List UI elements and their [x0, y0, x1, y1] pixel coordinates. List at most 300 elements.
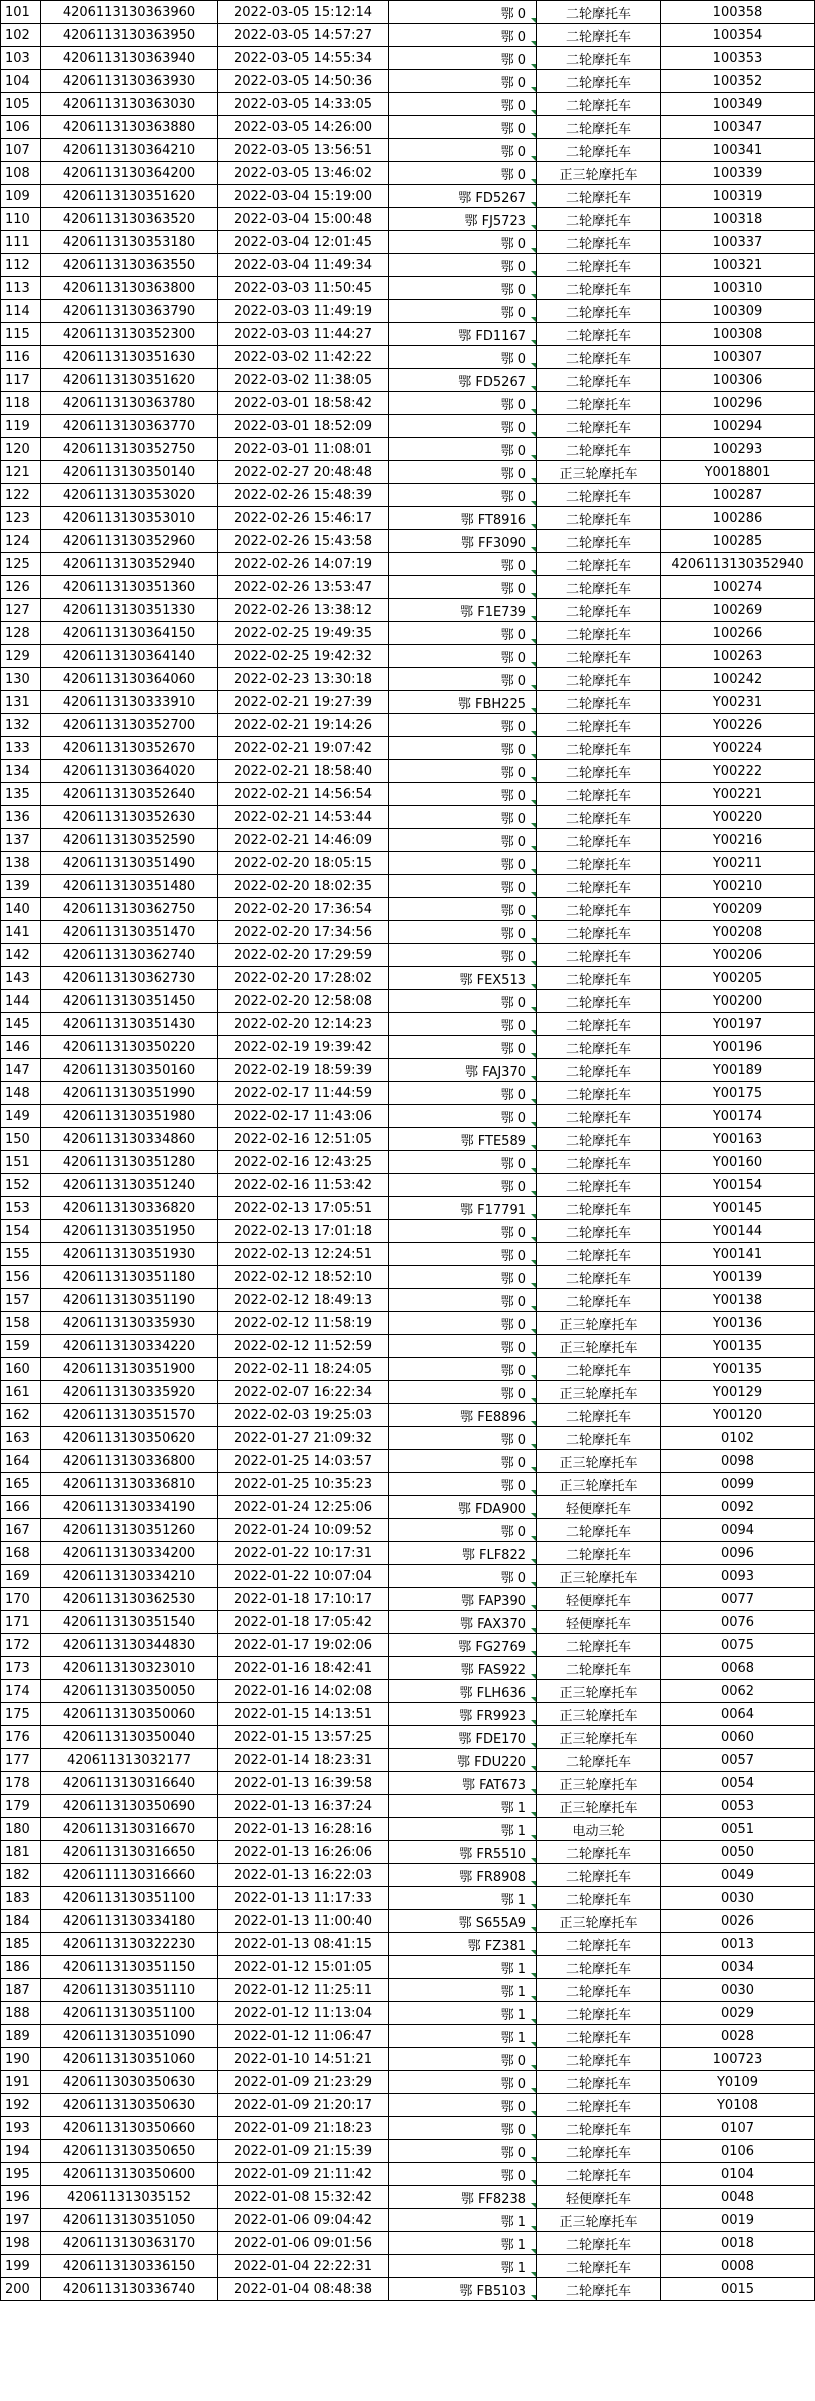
row-index: 193: [1, 2117, 41, 2140]
table-row: [1, 1956, 815, 1979]
row-index: 124: [1, 530, 41, 553]
vehicle-type: 二轮摩托车: [537, 530, 661, 553]
row-index: 147: [1, 1059, 41, 1082]
plate-number: 鄂 FLH636: [389, 1680, 537, 1703]
plate-number: 鄂 0: [389, 2117, 537, 2140]
table-row: [1, 760, 815, 783]
plate-number: 鄂 0: [389, 668, 537, 691]
table-row: [1, 185, 815, 208]
plate-number: 鄂 0: [389, 300, 537, 323]
plate-number: 鄂 0: [389, 392, 537, 415]
timestamp: 2022-02-23 13:30:18: [218, 668, 389, 691]
table-row: [1, 921, 815, 944]
vehicle-type: 二轮摩托车: [537, 1174, 661, 1197]
vehicle-type: 二轮摩托车: [537, 944, 661, 967]
vehicle-type: 二轮摩托车: [537, 1151, 661, 1174]
serial-code: 100354: [661, 24, 815, 47]
serial-code: 100307: [661, 346, 815, 369]
record-id: 4206113130363780: [41, 392, 218, 415]
serial-code: 0102: [661, 1427, 815, 1450]
vehicle-type: 二轮摩托车: [537, 898, 661, 921]
table-row: [1, 1496, 815, 1519]
serial-code: Y00135: [661, 1358, 815, 1381]
record-id: 4206113130351180: [41, 1266, 218, 1289]
serial-code: Y00144: [661, 1220, 815, 1243]
serial-code: Y00139: [661, 1266, 815, 1289]
plate-number: 鄂 FAS922: [389, 1657, 537, 1680]
record-id: 4206113130351100: [41, 1887, 218, 1910]
record-id: 4206113130352960: [41, 530, 218, 553]
row-index: 131: [1, 691, 41, 714]
timestamp: 2022-01-24 12:25:06: [218, 1496, 389, 1519]
vehicle-type: 二轮摩托车: [537, 231, 661, 254]
record-id: 4206113130351900: [41, 1358, 218, 1381]
table-row: [1, 737, 815, 760]
table-row: [1, 2255, 815, 2278]
record-id: 4206113130350220: [41, 1036, 218, 1059]
table-row: [1, 1749, 815, 1772]
plate-number: 鄂 0: [389, 990, 537, 1013]
timestamp: 2022-02-20 17:36:54: [218, 898, 389, 921]
serial-code: Y00160: [661, 1151, 815, 1174]
table-row: [1, 277, 815, 300]
vehicle-type: 二轮摩托车: [537, 875, 661, 898]
row-index: 174: [1, 1680, 41, 1703]
row-index: 175: [1, 1703, 41, 1726]
plate-number: 鄂 F17791: [389, 1197, 537, 1220]
record-id: 4206113130351280: [41, 1151, 218, 1174]
table-row: [1, 162, 815, 185]
row-index: 170: [1, 1588, 41, 1611]
row-index: 151: [1, 1151, 41, 1174]
record-id: 4206113130352940: [41, 553, 218, 576]
vehicle-type: 轻便摩托车: [537, 1588, 661, 1611]
serial-code: 0015: [661, 2278, 815, 2301]
timestamp: 2022-02-17 11:43:06: [218, 1105, 389, 1128]
table-row: [1, 323, 815, 346]
timestamp: 2022-03-05 14:33:05: [218, 93, 389, 116]
serial-code: 0107: [661, 2117, 815, 2140]
plate-number: 鄂 0: [389, 47, 537, 70]
record-id: 4206113130351330: [41, 599, 218, 622]
record-id: 4206113130351360: [41, 576, 218, 599]
timestamp: 2022-01-08 15:32:42: [218, 2186, 389, 2209]
row-index: 118: [1, 392, 41, 415]
row-index: 154: [1, 1220, 41, 1243]
record-id: 4206113130351150: [41, 1956, 218, 1979]
timestamp: 2022-02-21 14:53:44: [218, 806, 389, 829]
table-row: [1, 553, 815, 576]
vehicle-type: 二轮摩托车: [537, 116, 661, 139]
serial-code: 0094: [661, 1519, 815, 1542]
table-row: [1, 2094, 815, 2117]
vehicle-type: 二轮摩托车: [537, 346, 661, 369]
vehicle-type: 二轮摩托车: [537, 1634, 661, 1657]
timestamp: 2022-02-21 14:56:54: [218, 783, 389, 806]
vehicle-type: 二轮摩托车: [537, 70, 661, 93]
timestamp: 2022-01-12 11:13:04: [218, 2002, 389, 2025]
plate-number: 鄂 0: [389, 1105, 537, 1128]
serial-code: Y0108: [661, 2094, 815, 2117]
row-index: 160: [1, 1358, 41, 1381]
timestamp: 2022-02-07 16:22:34: [218, 1381, 389, 1404]
table-row: [1, 93, 815, 116]
plate-number: 鄂 0: [389, 346, 537, 369]
record-id: 4206113130351930: [41, 1243, 218, 1266]
plate-number: 鄂 0: [389, 24, 537, 47]
row-index: 107: [1, 139, 41, 162]
table-row: [1, 1795, 815, 1818]
timestamp: 2022-01-13 11:00:40: [218, 1910, 389, 1933]
record-id: 4206113130350040: [41, 1726, 218, 1749]
vehicle-type: 二轮摩托车: [537, 2163, 661, 2186]
vehicle-type: 二轮摩托车: [537, 484, 661, 507]
vehicle-type: 正三轮摩托车: [537, 1473, 661, 1496]
timestamp: 2022-01-09 21:23:29: [218, 2071, 389, 2094]
serial-code: 100274: [661, 576, 815, 599]
timestamp: 2022-03-04 15:00:48: [218, 208, 389, 231]
table-row: [1, 1933, 815, 1956]
plate-number: 鄂 0: [389, 2094, 537, 2117]
vehicle-type: 二轮摩托车: [537, 1519, 661, 1542]
plate-number: 鄂 0: [389, 1358, 537, 1381]
timestamp: 2022-01-12 11:06:47: [218, 2025, 389, 2048]
vehicle-type: 二轮摩托车: [537, 1013, 661, 1036]
vehicle-type: 二轮摩托车: [537, 1956, 661, 1979]
plate-number: 鄂 0: [389, 1036, 537, 1059]
serial-code: 0064: [661, 1703, 815, 1726]
timestamp: 2022-02-27 20:48:48: [218, 461, 389, 484]
table-row: [1, 2140, 815, 2163]
plate-number: 鄂 FLF822: [389, 1542, 537, 1565]
timestamp: 2022-02-21 14:46:09: [218, 829, 389, 852]
timestamp: 2022-01-18 17:10:17: [218, 1588, 389, 1611]
table-row: [1, 944, 815, 967]
serial-code: 0076: [661, 1611, 815, 1634]
vehicle-type: 二轮摩托车: [537, 990, 661, 1013]
serial-code: Y00206: [661, 944, 815, 967]
row-index: 192: [1, 2094, 41, 2117]
record-id: 4206113130364200: [41, 162, 218, 185]
plate-number: 鄂 0: [389, 116, 537, 139]
vehicle-type: 二轮摩托车: [537, 1979, 661, 2002]
row-index: 106: [1, 116, 41, 139]
table-row: [1, 645, 815, 668]
timestamp: 2022-02-13 12:24:51: [218, 1243, 389, 1266]
record-id: 4206113130352670: [41, 737, 218, 760]
row-index: 149: [1, 1105, 41, 1128]
vehicle-type: 二轮摩托车: [537, 2025, 661, 2048]
vehicle-type: 正三轮摩托车: [537, 1565, 661, 1588]
vehicle-type: 正三轮摩托车: [537, 1910, 661, 1933]
serial-code: Y00197: [661, 1013, 815, 1036]
serial-code: Y00231: [661, 691, 815, 714]
plate-number: 鄂 FDU220: [389, 1749, 537, 1772]
table-row: [1, 599, 815, 622]
table-row: [1, 1841, 815, 1864]
table-row: [1, 1818, 815, 1841]
record-id: 4206113130333910: [41, 691, 218, 714]
plate-number: 鄂 FF8238: [389, 2186, 537, 2209]
record-id: 4206113130334190: [41, 1496, 218, 1519]
timestamp: 2022-02-21 19:14:26: [218, 714, 389, 737]
plate-number: 鄂 FTE589: [389, 1128, 537, 1151]
record-id: 4206113130351980: [41, 1105, 218, 1128]
record-id: 4206113130334220: [41, 1335, 218, 1358]
serial-code: 0034: [661, 1956, 815, 1979]
record-id: 4206113130363520: [41, 208, 218, 231]
serial-code: Y00163: [661, 1128, 815, 1151]
timestamp: 2022-03-04 11:49:34: [218, 254, 389, 277]
serial-code: Y00209: [661, 898, 815, 921]
plate-number: 鄂 0: [389, 1427, 537, 1450]
vehicle-type: 二轮摩托车: [537, 93, 661, 116]
vehicle-type: 二轮摩托车: [537, 438, 661, 461]
vehicle-type: 二轮摩托车: [537, 1404, 661, 1427]
row-index: 153: [1, 1197, 41, 1220]
record-id: 4206113130363800: [41, 277, 218, 300]
plate-number: 鄂 0: [389, 783, 537, 806]
table-row: [1, 2186, 815, 2209]
vehicle-type: 二轮摩托车: [537, 760, 661, 783]
row-index: 103: [1, 47, 41, 70]
plate-number: 鄂 0: [389, 898, 537, 921]
serial-code: 0075: [661, 1634, 815, 1657]
plate-number: 鄂 0: [389, 277, 537, 300]
row-index: 136: [1, 806, 41, 829]
plate-number: 鄂 1: [389, 1795, 537, 1818]
vehicle-type: 二轮摩托车: [537, 369, 661, 392]
record-id: 4206113130362530: [41, 1588, 218, 1611]
serial-code: 0092: [661, 1496, 815, 1519]
plate-number: 鄂 0: [389, 2048, 537, 2071]
plate-number: 鄂 0: [389, 1519, 537, 1542]
timestamp: 2022-01-22 10:17:31: [218, 1542, 389, 1565]
serial-code: 0062: [661, 1680, 815, 1703]
record-id: 4206113130334180: [41, 1910, 218, 1933]
vehicle-type: 二轮摩托车: [537, 415, 661, 438]
record-id: 4206113130350160: [41, 1059, 218, 1082]
record-id: 4206113130351430: [41, 1013, 218, 1036]
vehicle-type: 二轮摩托车: [537, 1933, 661, 1956]
table-row: [1, 2048, 815, 2071]
vehicle-type: 二轮摩托车: [537, 185, 661, 208]
timestamp: 2022-03-05 14:50:36: [218, 70, 389, 93]
vehicle-type: 二轮摩托车: [537, 1059, 661, 1082]
timestamp: 2022-02-13 17:05:51: [218, 1197, 389, 1220]
row-index: 169: [1, 1565, 41, 1588]
table-row: [1, 1542, 815, 1565]
row-index: 168: [1, 1542, 41, 1565]
row-index: 139: [1, 875, 41, 898]
record-id: 4206113130351050: [41, 2209, 218, 2232]
serial-code: 100242: [661, 668, 815, 691]
timestamp: 2022-01-25 10:35:23: [218, 1473, 389, 1496]
timestamp: 2022-01-09 21:18:23: [218, 2117, 389, 2140]
serial-code: Y00226: [661, 714, 815, 737]
timestamp: 2022-02-03 19:25:03: [218, 1404, 389, 1427]
table-row: [1, 1312, 815, 1335]
row-index: 180: [1, 1818, 41, 1841]
timestamp: 2022-02-20 18:02:35: [218, 875, 389, 898]
record-id: 4206113130334200: [41, 1542, 218, 1565]
plate-number: 鄂 1: [389, 2002, 537, 2025]
record-id: 4206113130352700: [41, 714, 218, 737]
table-row: [1, 1128, 815, 1151]
table-row: [1, 852, 815, 875]
serial-code: Y00208: [661, 921, 815, 944]
vehicle-type: 正三轮摩托车: [537, 1335, 661, 1358]
plate-number: 鄂 0: [389, 484, 537, 507]
timestamp: 2022-01-15 14:13:51: [218, 1703, 389, 1726]
table-row: [1, 2163, 815, 2186]
vehicle-type: 二轮摩托车: [537, 1266, 661, 1289]
timestamp: 2022-03-01 18:58:42: [218, 392, 389, 415]
vehicle-type: 二轮摩托车: [537, 921, 661, 944]
row-index: 102: [1, 24, 41, 47]
table-row: [1, 1588, 815, 1611]
row-index: 148: [1, 1082, 41, 1105]
plate-number: 鄂 0: [389, 2163, 537, 2186]
timestamp: 2022-02-11 18:24:05: [218, 1358, 389, 1381]
plate-number: 鄂 0: [389, 875, 537, 898]
vehicle-type: 正三轮摩托车: [537, 1726, 661, 1749]
row-index: 114: [1, 300, 41, 323]
vehicle-type: 二轮摩托车: [537, 2140, 661, 2163]
plate-number: 鄂 0: [389, 622, 537, 645]
serial-code: Y00135: [661, 1335, 815, 1358]
record-id: 4206113130351090: [41, 2025, 218, 2048]
vehicle-type: 二轮摩托车: [537, 829, 661, 852]
table-row: [1, 1059, 815, 1082]
timestamp: 2022-01-27 21:09:32: [218, 1427, 389, 1450]
plate-number: 鄂 0: [389, 737, 537, 760]
row-index: 188: [1, 2002, 41, 2025]
timestamp: 2022-02-20 18:05:15: [218, 852, 389, 875]
plate-number: 鄂 0: [389, 1335, 537, 1358]
vehicle-type: 二轮摩托车: [537, 323, 661, 346]
vehicle-type: 正三轮摩托车: [537, 1703, 661, 1726]
row-index: 109: [1, 185, 41, 208]
timestamp: 2022-02-20 12:14:23: [218, 1013, 389, 1036]
record-id: 4206113130351570: [41, 1404, 218, 1427]
table-row: [1, 116, 815, 139]
serial-code: Y00200: [661, 990, 815, 1013]
serial-code: 100263: [661, 645, 815, 668]
plate-number: 鄂 0: [389, 806, 537, 829]
row-index: 138: [1, 852, 41, 875]
plate-number: 鄂 0: [389, 1450, 537, 1473]
vehicle-type: 二轮摩托车: [537, 668, 661, 691]
record-id: 4206113130364150: [41, 622, 218, 645]
plate-number: 鄂 0: [389, 1266, 537, 1289]
row-index: 171: [1, 1611, 41, 1634]
row-index: 173: [1, 1657, 41, 1680]
record-id: 4206113130350650: [41, 2140, 218, 2163]
record-id: 4206113130350600: [41, 2163, 218, 2186]
serial-code: 0026: [661, 1910, 815, 1933]
timestamp: 2022-03-05 14:55:34: [218, 47, 389, 70]
serial-code: 100337: [661, 231, 815, 254]
record-id: 4206113130353010: [41, 507, 218, 530]
timestamp: 2022-02-26 15:43:58: [218, 530, 389, 553]
vehicle-type: 轻便摩托车: [537, 1496, 661, 1519]
timestamp: 2022-01-16 18:42:41: [218, 1657, 389, 1680]
plate-number: 鄂 FD5267: [389, 185, 537, 208]
table-row: [1, 898, 815, 921]
plate-number: 鄂 FB5103: [389, 2278, 537, 2301]
vehicle-type: 二轮摩托车: [537, 1105, 661, 1128]
row-index: 152: [1, 1174, 41, 1197]
row-index: 162: [1, 1404, 41, 1427]
timestamp: 2022-03-03 11:49:19: [218, 300, 389, 323]
table-row: [1, 1243, 815, 1266]
timestamp: 2022-01-15 13:57:25: [218, 1726, 389, 1749]
record-id: 4206113130335920: [41, 1381, 218, 1404]
record-id: 4206113030350630: [41, 2071, 218, 2094]
record-id: 4206113130352630: [41, 806, 218, 829]
table-row: [1, 484, 815, 507]
table-row: [1, 622, 815, 645]
timestamp: 2022-02-21 19:27:39: [218, 691, 389, 714]
row-index: 167: [1, 1519, 41, 1542]
vehicle-type: 二轮摩托车: [537, 783, 661, 806]
timestamp: 2022-02-13 17:01:18: [218, 1220, 389, 1243]
serial-code: 0013: [661, 1933, 815, 1956]
row-index: 198: [1, 2232, 41, 2255]
vehicle-type: 二轮摩托车: [537, 1036, 661, 1059]
record-id: 4206113130363790: [41, 300, 218, 323]
timestamp: 2022-01-12 11:25:11: [218, 1979, 389, 2002]
table-row: [1, 530, 815, 553]
row-index: 113: [1, 277, 41, 300]
table-row: [1, 507, 815, 530]
plate-number: 鄂 FR5510: [389, 1841, 537, 1864]
table-row: [1, 1565, 815, 1588]
vehicle-type: 二轮摩托车: [537, 1657, 661, 1680]
vehicle-type: 二轮摩托车: [537, 507, 661, 530]
vehicle-type: 二轮摩托车: [537, 1887, 661, 1910]
timestamp: 2022-01-06 09:04:42: [218, 2209, 389, 2232]
serial-code: 100296: [661, 392, 815, 415]
timestamp: 2022-02-12 18:49:13: [218, 1289, 389, 1312]
serial-code: Y00216: [661, 829, 815, 852]
plate-number: 鄂 FT8916: [389, 507, 537, 530]
plate-number: 鄂 FR8908: [389, 1864, 537, 1887]
vehicle-type: 二轮摩托车: [537, 1864, 661, 1887]
vehicle-type: 二轮摩托车: [537, 599, 661, 622]
record-id: 4206113130336150: [41, 2255, 218, 2278]
row-index: 165: [1, 1473, 41, 1496]
table-row: [1, 691, 815, 714]
timestamp: 2022-02-25 19:42:32: [218, 645, 389, 668]
record-id: 4206113130362740: [41, 944, 218, 967]
timestamp: 2022-01-13 16:22:03: [218, 1864, 389, 1887]
table-row: [1, 1404, 815, 1427]
row-index: 185: [1, 1933, 41, 1956]
row-index: 115: [1, 323, 41, 346]
record-id: 4206113130364210: [41, 139, 218, 162]
plate-number: 鄂 0: [389, 2071, 537, 2094]
row-index: 176: [1, 1726, 41, 1749]
row-index: 172: [1, 1634, 41, 1657]
timestamp: 2022-02-26 13:38:12: [218, 599, 389, 622]
row-index: 130: [1, 668, 41, 691]
table-row: [1, 438, 815, 461]
plate-number: 鄂 F1E739: [389, 599, 537, 622]
timestamp: 2022-01-16 14:02:08: [218, 1680, 389, 1703]
vehicle-type: 二轮摩托车: [537, 254, 661, 277]
